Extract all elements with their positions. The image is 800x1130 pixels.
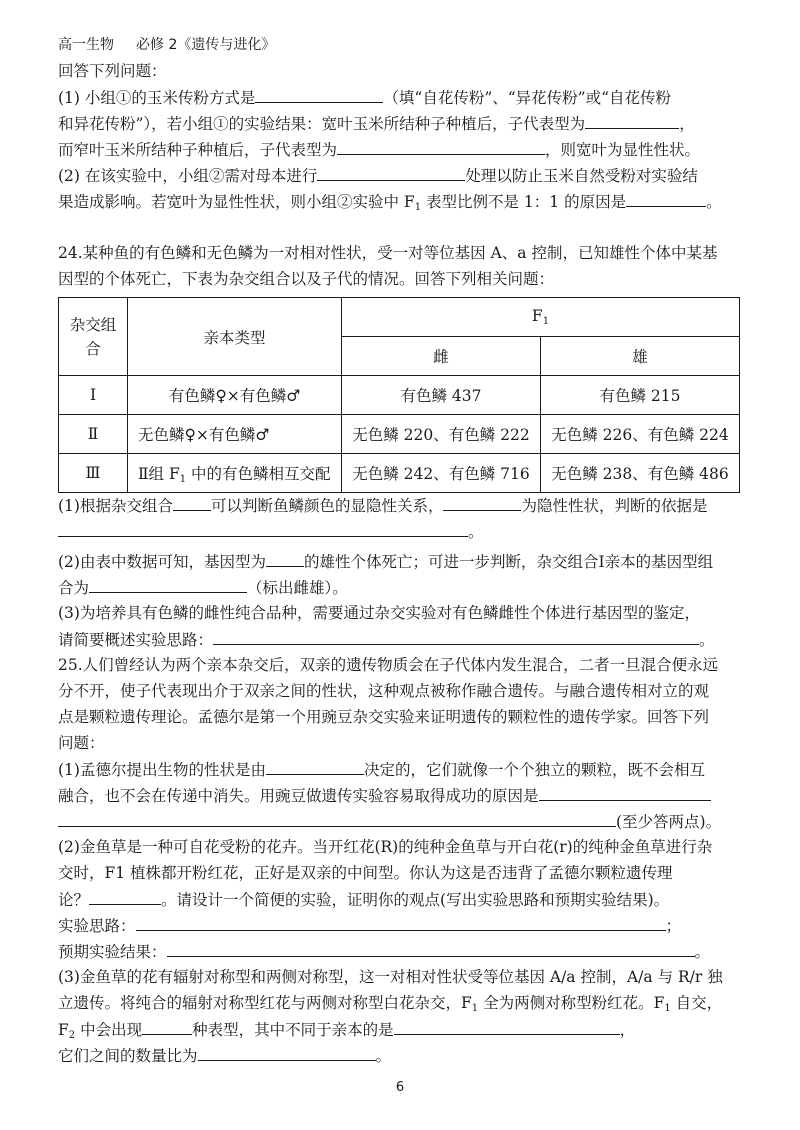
row-parent-b: 中的有色鳞相互交配: [186, 464, 331, 483]
row-parent: [128, 454, 342, 493]
q23-intro: 回答下列问题：: [58, 62, 167, 80]
subscript: 1: [664, 1003, 671, 1014]
q23-part2-line2: [58, 190, 722, 219]
q23-part2-line1: [58, 164, 698, 187]
q23-p2-text-c2: 表型比例不是 1：1 的原因是: [421, 193, 627, 211]
q25-p3-text-c2: 中会出现: [75, 1021, 143, 1039]
answer-blank[interactable]: [142, 1018, 192, 1035]
q23-part1-line1: [58, 86, 671, 109]
row-parent: 无色鳞♀×有色鳞♂: [128, 415, 342, 454]
q24-p2-text-c: 合为: [58, 579, 90, 597]
q25-intro-line1: 25.人们曾经认为两个亲本杂交后，双亲的遗传物质会在子代体内发生混合，二者一旦混合便永远: [58, 656, 719, 674]
q24-part3-line2: [58, 628, 715, 651]
q25-part2-line2: 交时，F1 植株都开粉红花，正好是双亲的中间型。你认为这是否违背了孟德尔颗粒遗传理: [58, 864, 673, 882]
punct: 。: [706, 193, 722, 211]
q25-intro-line2: 分不开，使子代表现出介于双亲之间的性状，这种观点被称作融合遗传。与融合遗传相对立的观: [58, 682, 710, 700]
table-row: [59, 376, 740, 415]
punct: ，: [619, 1021, 636, 1039]
q25-p3-text-b: 立遗传。将纯合的辐射对称型红花与两侧对称型白花杂交，F: [58, 994, 472, 1012]
answer-blank[interactable]: [198, 1044, 376, 1061]
answer-blank[interactable]: [58, 810, 616, 827]
q25-part2-line1: (2)金鱼草是一种可自花受粉的花卉。当开红花(R)的纯种金鱼草与开白花(r)的纯种金鱼草进行杂: [58, 838, 713, 856]
table-row: [59, 454, 740, 493]
q24-part3-line1: (3)为培养具有色鳞的雌性纯合品种，需要通过杂交实验对有色鳞雌性个体进行基因型的鉴定，: [58, 604, 700, 622]
q23-p1-text-d: 而窄叶玉米所结种子种植后，子代表型为: [58, 141, 338, 159]
answer-blank[interactable]: [173, 494, 211, 511]
subscript: 2: [68, 1030, 76, 1041]
punct: ；: [665, 917, 682, 935]
row-male: 有色鳞 215: [541, 376, 740, 415]
q23-p2-text-a: (2) 在该实验中，小组②需对母本进行: [58, 167, 318, 185]
answer-blank[interactable]: [89, 888, 161, 905]
q24-p2-text-a: (2)由表中数据可知，基因型为: [58, 553, 266, 571]
page-number: 6: [395, 1080, 405, 1095]
subscript: 1: [179, 473, 187, 485]
answer-blank[interactable]: [266, 550, 304, 567]
punct: 。: [699, 631, 715, 649]
page-header: [58, 34, 297, 54]
answer-blank[interactable]: [317, 164, 465, 181]
q24-intro-line2: 因型的个体死亡，下表为杂交组合以及子代的情况。回答下列相关问题：: [58, 270, 555, 288]
answer-blank[interactable]: [585, 112, 679, 129]
table-row: [59, 415, 740, 454]
q23-p1-text-c: 和异花传粉”），若小组①的实验结果：宽叶玉米所结种子种植后，子代表型为: [58, 115, 586, 133]
answer-blank[interactable]: [337, 138, 545, 155]
col-header-male: 雄: [541, 337, 740, 376]
q23-p2-text-c: 果造成影响。若宽叶为显性性状，则小组②实验中 F: [58, 193, 415, 211]
q25-part3-line4: [58, 1044, 391, 1067]
q23-p1-text-b: （填“自花传粉”、“异花传粉”或“自花传粉: [383, 89, 672, 107]
f1-label: F: [531, 307, 543, 325]
q24-p1-text-a: (1)根据杂交组合: [58, 497, 173, 515]
answer-blank[interactable]: [89, 576, 247, 593]
subscript: 1: [471, 1003, 479, 1014]
q25-part1-line2: [58, 784, 711, 807]
q25-p3-text-c3: 种表型，其中不同于亲本的是: [192, 1021, 394, 1039]
answer-blank[interactable]: [394, 1018, 620, 1035]
row-parent: 有色鳞♀×有色鳞♂: [128, 376, 342, 415]
row-id: Ⅰ: [59, 376, 128, 415]
header-book: 必修 2《遗传与进化》: [136, 37, 276, 53]
q24-part1-line1: [58, 494, 708, 517]
q25-intro-line4: 问题：: [58, 734, 105, 752]
answer-blank[interactable]: [255, 86, 383, 103]
q23-p2-text-b: 处理以防止玉米自然受粉对实验结: [465, 167, 698, 185]
q25-p1-text-c: 融合，也不会在传递中消失。用豌豆做遗传实验容易取得成功的原因是: [58, 787, 539, 805]
header-subject: 高一生物: [58, 37, 114, 53]
q25-intro-line3: 点是颗粒遗传理论。孟德尔是第一个用豌豆杂交实验来证明遗传的颗粒性的遗传学家。回答下列: [58, 708, 710, 726]
q25-p2-text-d: 。请设计一个简便的实验，证明你的观点(写出实验思路和预期实验结果)。: [161, 891, 670, 909]
subscript: 1: [414, 202, 422, 213]
q24-part2-line1: [58, 550, 713, 573]
row-female: 有色鳞 437: [342, 376, 541, 415]
q25-p3-text-b3: 自交，: [670, 994, 723, 1012]
answer-blank[interactable]: [539, 784, 711, 801]
q25-p2-text-e: 实验思路：: [58, 917, 136, 935]
cross-results-table: [58, 297, 740, 493]
punct: ，: [679, 115, 695, 133]
q25-part1-line1: [58, 758, 705, 781]
punct: 。: [694, 943, 711, 961]
col-header-female: 雌: [342, 337, 541, 376]
answer-blank[interactable]: [136, 914, 666, 931]
q24-p1-text-c: 为隐性性状，判断的依据是: [521, 497, 708, 515]
q24-p1-text-b: 可以判断鱼鳞颜色的显隐性关系，: [210, 497, 444, 515]
answer-blank[interactable]: [58, 520, 468, 537]
q24-p2-text-d: （标出雌雄）。: [247, 579, 348, 597]
q25-p1-text-a: (1)孟德尔提出生物的性状是由: [58, 761, 266, 779]
q25-part1-line3: [58, 810, 721, 833]
q24-part2-line2: [58, 576, 348, 599]
q25-part2-line4: [58, 914, 681, 937]
q25-p1-text-b: 决定的，它们就像一个个独立的颗粒，既不会相互: [363, 761, 705, 779]
col-header-parent: 亲本类型: [128, 298, 342, 376]
q23-p1-text-a: (1) 小组①的玉米传粉方式是: [58, 89, 256, 107]
subscript: 1: [542, 316, 550, 327]
q25-p3-text-d: 它们之间的数量比为: [58, 1047, 198, 1065]
col-header-cross: 杂交组合: [59, 298, 128, 376]
q25-p3-text-b2: 全为两侧对称型粉红花。F: [478, 994, 665, 1012]
row-id: Ⅱ: [59, 415, 128, 454]
q25-p2-text-f: 预期实验结果：: [58, 943, 167, 961]
q23-part1-line2: [58, 112, 695, 135]
row-parent-a: Ⅱ组 F: [138, 464, 180, 483]
row-male: 无色鳞 226、有色鳞 224: [541, 415, 740, 454]
answer-blank[interactable]: [626, 190, 706, 207]
row-female: 无色鳞 242、有色鳞 716: [342, 454, 541, 493]
answer-blank[interactable]: [213, 628, 699, 645]
q24-part1-line2: [58, 520, 484, 543]
q23-part1-line3: [58, 138, 700, 161]
q25-p1-text-d: (至少答两点)。: [616, 813, 722, 831]
q25-p3-text-c1: F: [58, 1021, 69, 1039]
q25-p2-text-c: 论？: [58, 891, 90, 909]
punct: 。: [375, 1047, 392, 1065]
q24-p3-text-b: 请简要概述实验思路：: [58, 631, 214, 649]
col-header-f1: [342, 298, 740, 337]
row-id: Ⅲ: [59, 454, 128, 493]
q25-part3-line3: [58, 1018, 635, 1047]
answer-blank[interactable]: [266, 758, 364, 775]
punct: 。: [468, 523, 484, 541]
q25-part3-line1: (3)金鱼草的花有辐射对称型和两侧对称型，这一对相对性状受等位基因 A/a 控制，A/a 与 R/r 独: [58, 968, 723, 986]
q24-intro-line1: 24.某种鱼的有色鳞和无色鳞为一对相对性状，受一对等位基因 A、a 控制，已知雄性个体中某基: [58, 244, 718, 262]
row-female: 无色鳞 220、有色鳞 222: [342, 415, 541, 454]
q25-part2-line3: [58, 888, 669, 911]
q23-p1-text-d-end: ，则宽叶为显性性状。: [545, 141, 701, 159]
q25-part3-line2: [58, 992, 722, 1020]
q24-p2-text-b: 的雄性个体死亡；可进一步判断，杂交组合Ⅰ亲本的基因型组: [303, 553, 714, 571]
answer-blank[interactable]: [167, 940, 695, 957]
row-male: 无色鳞 238、有色鳞 486: [541, 454, 740, 493]
q25-part2-line5: [58, 940, 710, 963]
answer-blank[interactable]: [443, 494, 521, 511]
